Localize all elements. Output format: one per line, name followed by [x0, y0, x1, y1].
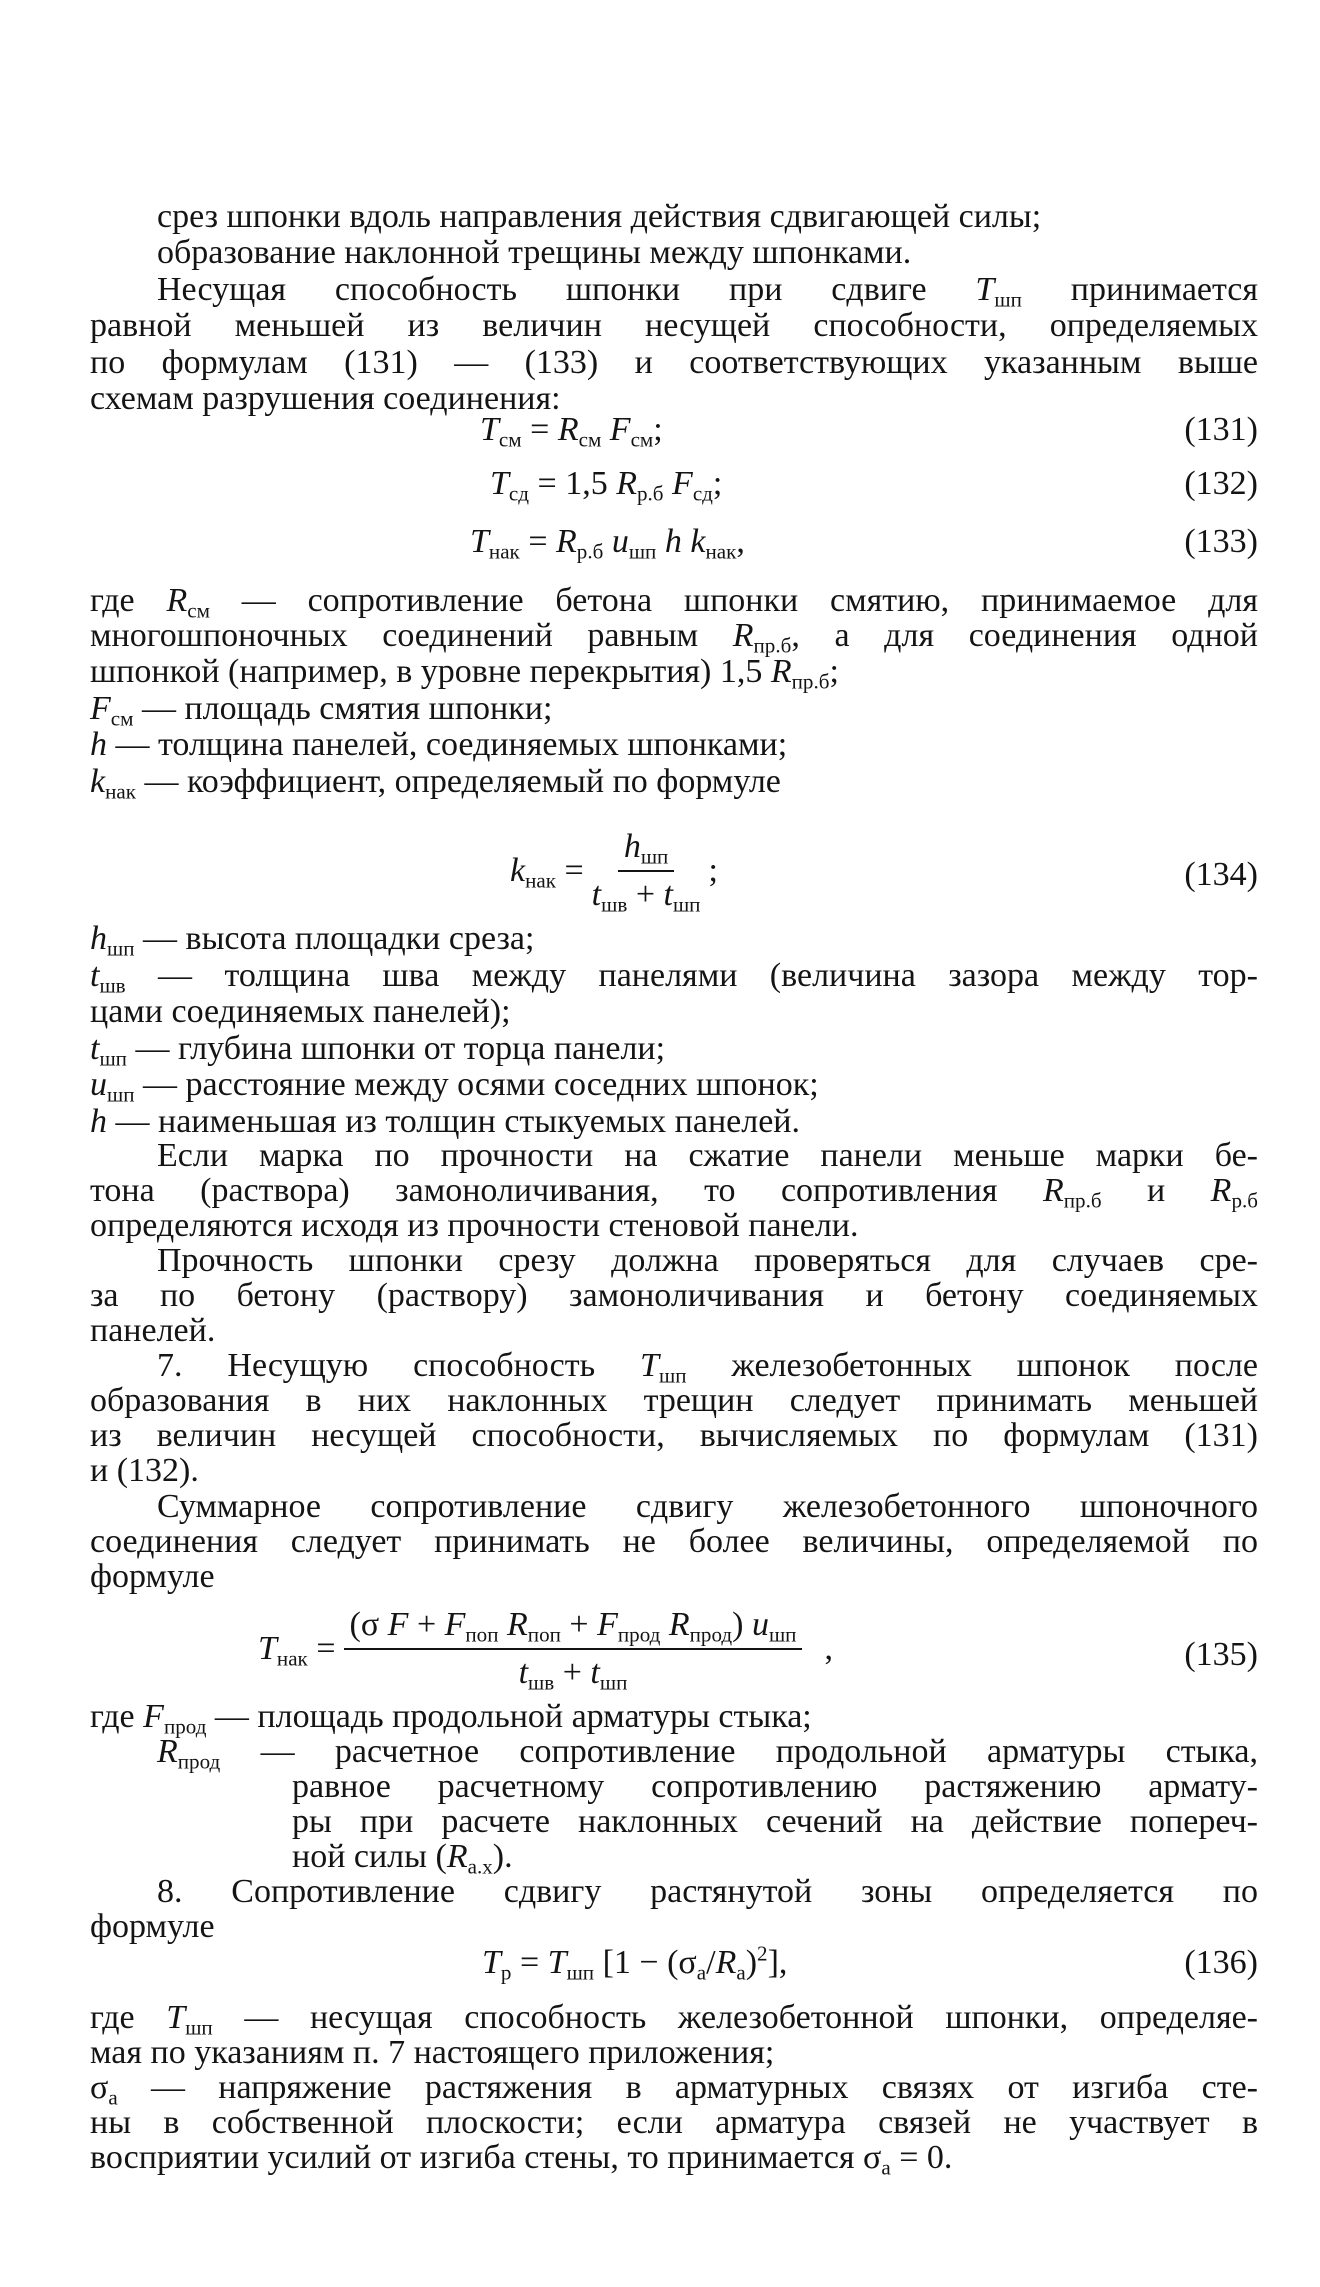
- formula-132: $T_{сд} = 1,5$ $R_{р.б}$ $F_{сд}$;: [490, 465, 723, 506]
- text-line: h — наименьшая из толщин стыкуемых панелей.: [90, 1103, 800, 1140]
- text-line: шпонкой (например, в уровне перекрытия) 1,5 $R_{пр.б}$;: [90, 653, 839, 694]
- text-line: и (132).: [90, 1452, 199, 1489]
- text-line: по формулам (131) — (133) и соответствующих указанным выше: [90, 344, 1258, 381]
- formula-136: $T_р = T_{шп}$ $[1 - (\sigma_а/R_а)^2]$,: [482, 1941, 788, 1985]
- text-line: где $R_{см}$ — сопротивление бетона шпонки смятию, принимаемое для: [90, 582, 1258, 623]
- text-line: формуле: [90, 1558, 215, 1595]
- text-line: ны в собственной плоскости; если арматура связей не участвует в: [90, 2104, 1258, 2141]
- text-line: срез шпонки вдоль направления действия сдвигающей силы;: [157, 198, 1042, 235]
- text-line: $F_{см}$ — площадь смятия шпонки;: [90, 690, 553, 731]
- text-line: $t_{шв}$ — толщина шва между панелями (величина зазора между тор-: [90, 957, 1258, 998]
- text-line: формуле: [90, 1908, 215, 1945]
- text-line: $R_{прод}$ — расчетное сопротивление продольной арматуры стыка,: [157, 1733, 1258, 1774]
- text-line: панелей.: [90, 1312, 216, 1349]
- text-line: 8. Сопротивление сдвигу растянутой зоны определяется по: [157, 1873, 1258, 1910]
- text-line: тона (раствора) замоноличивания, то сопротивления $R_{пр.б}$ и $R_{р.б}$: [90, 1172, 1258, 1213]
- formula-number-133: (133): [1184, 523, 1258, 560]
- formula-number-134: (134): [1184, 856, 1258, 893]
- formula-134-lhs: $k_{нак}$ =: [510, 852, 584, 893]
- text-line: Суммарное сопротивление сдвигу железобетонного шпоночного: [157, 1488, 1258, 1525]
- text-line: $k_{нак}$ — коэффициент, определяемый по формуле: [90, 763, 781, 804]
- text-line: 7. Несущую способность $T_{шп}$ железобетонных шпонок после: [157, 1347, 1258, 1388]
- formula-131: $T_{см} = R_{см}$ $F_{см}$;: [480, 411, 663, 452]
- text-line: где $F_{прод}$ — площадь продольной арматуры стыка;: [90, 1698, 812, 1739]
- text-line: образования в них наклонных трещин следует принимать меньшей: [90, 1382, 1258, 1419]
- text-line: ной силы $(R_{а.х})$.: [292, 1838, 513, 1879]
- text-line: цами соединяемых панелей);: [90, 993, 511, 1030]
- formula-134-numerator: $h_{шп}$: [618, 828, 675, 872]
- text-line: равной меньшей из величин несущей способности, определяемых: [90, 307, 1258, 344]
- text-line: многошпоночных соединений равным $R_{пр.б}$, а для соединения одной: [90, 617, 1258, 658]
- text-line: определяются исходя из прочности стеновой панели.: [90, 1207, 859, 1244]
- formula-135: [258, 1606, 833, 1695]
- text-line: равное расчетному сопротивлению растяжению армату-: [292, 1768, 1258, 1805]
- text-line: за по бетону (раствору) замоноличивания и бетону соединяемых: [90, 1277, 1258, 1314]
- formula-134-denominator: $t_{шв} + t_{шп}$: [591, 876, 701, 917]
- text-line: h — толщина панелей, соединяемых шпонками;: [90, 726, 788, 763]
- formula-135-numerator: (σ $F + F_{поп}$ $R_{поп} + F_{прод}$ $R_{прод}$) $u_{шп}$: [344, 1606, 803, 1650]
- formula-number-132: (132): [1184, 465, 1258, 502]
- text-line: Прочность шпонки срезу должна проверяться для случаев сре-: [157, 1242, 1258, 1279]
- text-line: схемам разрушения соединения:: [90, 380, 561, 417]
- text-line: Несущая способность шпонки при сдвиге $T_{шп}$ принимается: [157, 271, 1258, 312]
- text-line: $h_{шп}$ — высота площадки среза;: [90, 920, 535, 961]
- text-line: где $T_{шп}$ — несущая способность железобетонной шпонки, определяе-: [90, 1999, 1258, 2040]
- text-line: восприятии усилий от изгиба стены, то принимается $\sigma_а = 0$.: [90, 2139, 953, 2180]
- formula-134-tail: ;: [708, 852, 718, 889]
- text-line: образование наклонной трещины между шпонками.: [157, 234, 912, 271]
- formula-number-131: (131): [1184, 411, 1258, 448]
- text-line: $\sigma_а$ — напряжение растяжения в арматурных связях от изгиба сте-: [90, 2069, 1258, 2110]
- text-line: $t_{шп}$ — глубина шпонки от торца панели;: [90, 1030, 666, 1071]
- formula-135-tail: ,: [824, 1630, 833, 1667]
- text-line: из величин несущей способности, вычисляемых по формулам (131): [90, 1417, 1258, 1454]
- text-line: $u_{шп}$ — расстояние между осями соседних шпонок;: [90, 1066, 819, 1107]
- text-line: соединения следует принимать не более величины, определяемой по: [90, 1523, 1258, 1560]
- formula-number-136: (136): [1184, 1944, 1258, 1981]
- formula-number-135: (135): [1184, 1636, 1258, 1673]
- formula-135-lhs: $T_{нак}$ =: [258, 1630, 336, 1671]
- formula-135-denominator: $t_{шв} + t_{шп}$: [518, 1654, 628, 1695]
- text-line: ры при расчете наклонных сечений на действие попереч-: [292, 1803, 1258, 1840]
- text-line: Если марка по прочности на сжатие панели меньше марки бе-: [157, 1137, 1258, 1174]
- text-line: мая по указаниям п. 7 настоящего приложения;: [90, 2034, 775, 2071]
- formula-133: $T_{нак} = R_{р.б}$ $u_{шп}$ h $k_{нак}$,: [470, 523, 745, 564]
- formula-134: [510, 828, 718, 917]
